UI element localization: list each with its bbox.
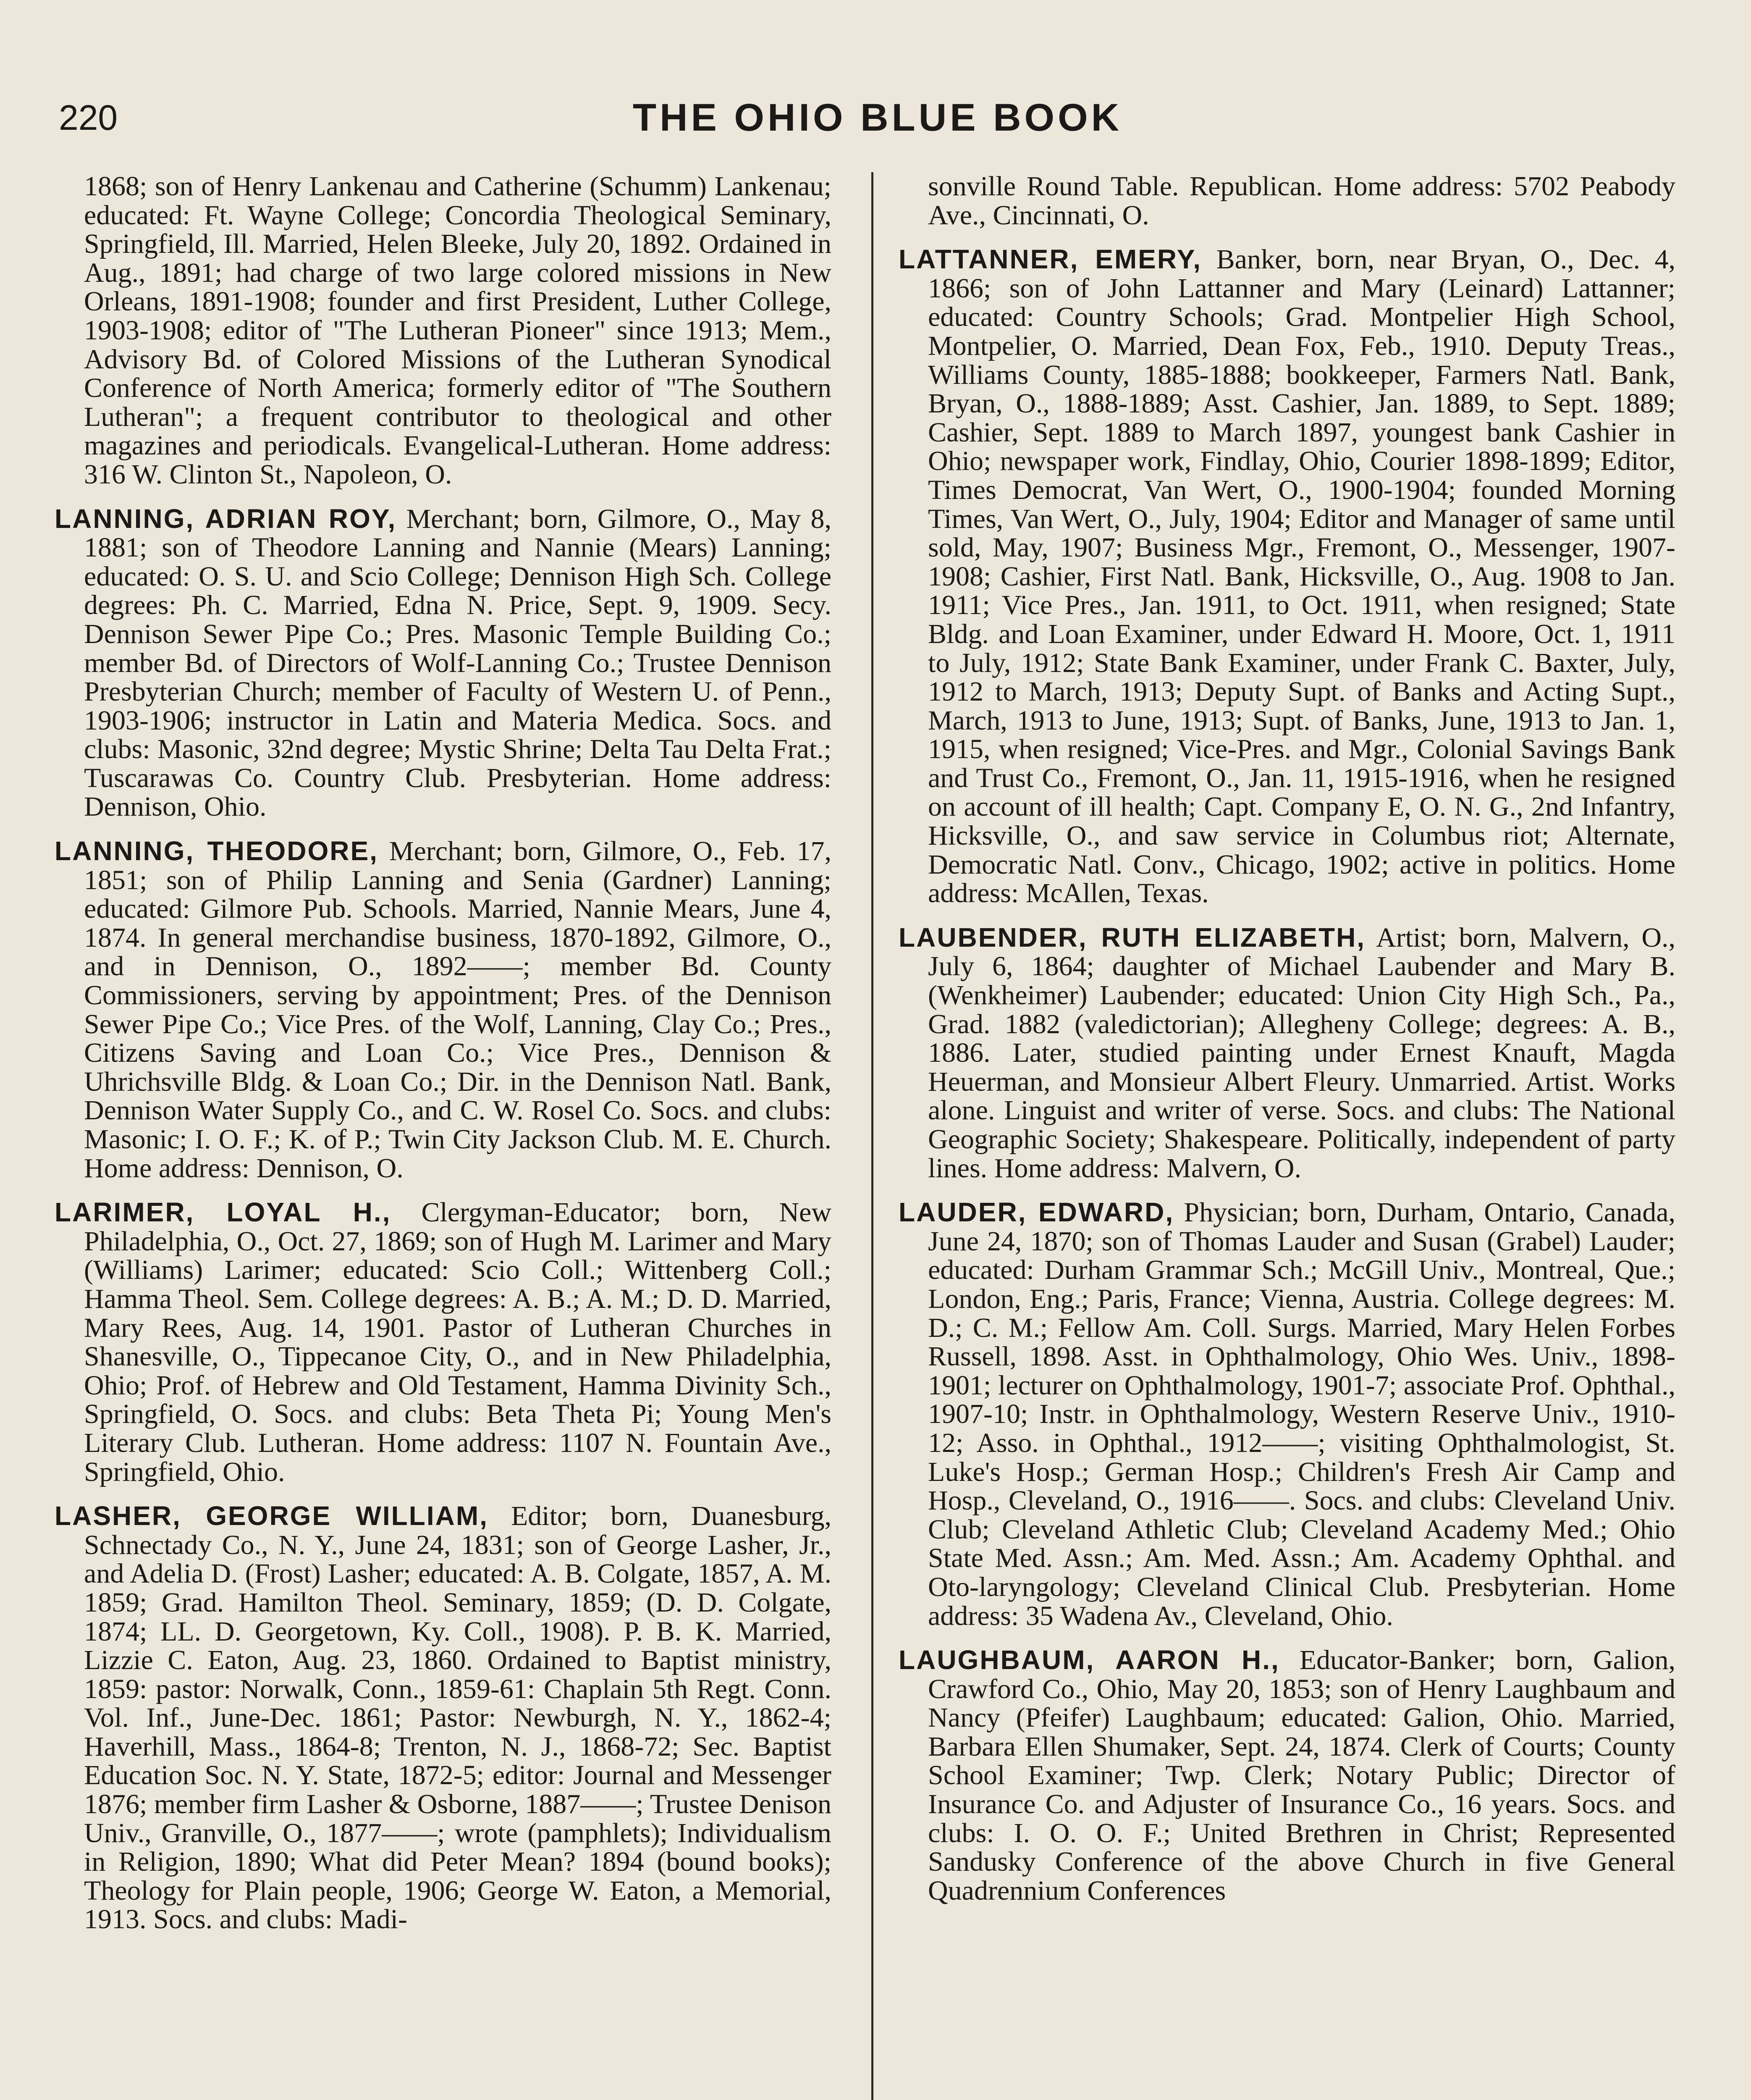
biography-entry <box>899 1646 1675 1905</box>
entry-text: Merchant; born, Gilmore, O., Feb. 17, 1851; son of Philip Lanning and Senia (Gardner) Lanning; educated: Gilmore Pub. Schools. Married, Nannie Mears, June 4, 1874. In general merchandise business, 1870-1892, Gilmore, O., and in Dennison, O., 1892——; member Bd. County Commissioners, serving by appointment; Pres. of the Dennison Sewer Pipe Co.; Vice Pres. of the Wolf, Lanning, Clay Co.; Pres., Citizens Saving and Loan Co.; Vice Pres., Dennison & Uhrichsville Bldg. & Loan Co.; Dir. in the Dennison Natl. Bank, Dennison Water Supply Co., and C. W. Rosel Co. Socs. and clubs: Masonic; I. O. F.; K. of P.; Twin City Jackson Club. M. E. Church. Home address: Dennison, O. <box>84 836 831 1184</box>
entry-text: Editor; born, Duanesburg, Schnectady Co., N. Y., June 24, 1831; son of George Lasher, Jr., and Adelia D. (Frost) Lasher; educated: A. B. Colgate, 1857, A. M. 1859; Grad. Hamilton Theol. Seminary, 1859; (D. D. Colgate, 1874; LL. D. Georgetown, Ky. Coll., 1908). P. B. K. Married, Lizzie C. Eaton, Aug. 23, 1860. Ordained to Baptist ministry, 1859: pastor: Norwalk, Conn., 1859-61: Chaplain 5th Regt. Conn. Vol. Inf., June-Dec. 1861; Pastor: Newburgh, N. Y., 1862-4; Haverhill, Mass., 1864-8; Trenton, N. J., 1868-72; Sec. Baptist Education Soc. N. Y. State, 1872-5; editor: Journal and Messenger 1876; member firm Lasher & Osborne, 1887——; Trustee Denison Univ., Granville, O., 1877——; wrote (pamphlets); Individualism in Religion, 1890; What did Peter Mean? 1894 (bound books); Theology for Plain people, 1906; George W. Eaton, a Memorial, 1913. Socs. and clubs: Madi- <box>84 1501 831 1935</box>
entry-text: 1868; son of Henry Lankenau and Catherine (Schumm) Lankenau; educated: Ft. Wayne College; Concordia Theological Seminary, Springfield, Ill. Married, Helen Bleeke, July 20, 1892. Ordained in Aug., 1891; had charge of two large colored missions in New Orleans, 1891-1908; founder and first President, Luther College, 1903-1908; editor of "The Lutheran Pioneer" since 1913; Mem., Advisory Bd. of Colored Missions of the Lutheran Synodical Conference of North America; formerly editor of "The Southern Lutheran"; a frequent contributor to theological and other magazines and periodicals. Evangelical-Lutheran. Home address: 316 W. Clinton St., Napoleon, O. <box>84 172 831 490</box>
entry-name: LARIMER, LOYAL H., <box>55 1197 391 1228</box>
page-header <box>59 94 1696 149</box>
page-number: 220 <box>59 98 118 137</box>
running-title: THE OHIO BLUE BOOK <box>632 96 1123 139</box>
biography-entry <box>899 245 1675 908</box>
biography-entry <box>55 1502 831 1934</box>
entry-name: LAUBENDER, RUTH ELIZABETH, <box>899 922 1366 953</box>
entry-text: Clergyman-Educator; born, New Philadelphia, O., Oct. 27, 1869; son of Hugh M. Larimer and Mary (Williams) Larimer; educated: Scio Coll.; Wittenberg Coll.; Hamma Theol. Sem. College degrees: A. B.; A. M.; D. D. Married, Mary Rees, Aug. 14, 1901. Pastor of Lutheran Churches in Shanesville, O., Tippecanoe City, O., and in New Philadelphia, Ohio; Prof. of Hebrew and Old Testament, Hamma Divinity Sch., Springfield, O. Socs. and clubs: Beta Theta Pi; Young Men's Literary Club. Lutheran. Home address: 1107 N. Fountain Ave., Springfield, Ohio. <box>84 1197 831 1487</box>
biography-entry <box>55 504 831 822</box>
entry-text: Physician; born, Durham, Ontario, Canada, June 24, 1870; son of Thomas Lauder and Susan (Grabel) Lauder; educated: Durham Grammar Sch.; McGill Univ., Montreal, Que.; London, Eng.; Paris, France; Vienna, Austria. College degrees: M. D.; C. M.; Fellow Am. Coll. Surgs. Married, Mary Helen Forbes Russell, 1898. Asst. in Ophthalmology, Ohio Wes. Univ., 1898-1901; lecturer on Ophthalmology, 1901-7; associate Prof. Ophthal., 1907-10; Instr. in Ophthalmology, Western Reserve Univ., 1910-12; Asso. in Ophthal., 1912——; visiting Ophthalmologist, St. Luke's Hosp.; German Hosp.; Children's Fresh Air Camp and Hosp., Cleveland, O., 1916——. Socs. and clubs: Cleveland Univ. Club; Cleveland Athletic Club; Cleveland Academy Med.; Ohio State Med. Assn.; Am. Med. Assn.; Am. Academy Ophthal. and Oto-laryngology; Cleveland Clinical Club. Presbyterian. Home address: 35 Wadena Av., Cleveland, Ohio. <box>928 1197 1675 1631</box>
entry-text: Merchant; born, Gilmore, O., May 8, 1881; son of Theodore Lanning and Nannie (Mears) Lanning; educated: O. S. U. and Scio College; Dennison High Sch. College degrees: Ph. C. Married, Edna N. Price, Sept. 9, 1909. Secy. Dennison Sewer Pipe Co.; Pres. Masonic Temple Building Co.; member Bd. of Directors of Wolf-Lanning Co.; Trustee Dennison Presbyterian Church; member of Faculty of Western U. of Penn., 1903-1906; instructor in Latin and Materia Medica. Socs. and clubs: Masonic, 32nd degree; Mystic Shrine; Delta Tau Delta Frat.; Tuscarawas Co. Country Club. Presbyterian. Home address: Dennison, Ohio. <box>84 503 831 822</box>
entry-name: LAUGHBAUM, AARON H., <box>899 1645 1280 1675</box>
entry-name: LASHER, GEORGE WILLIAM, <box>55 1501 488 1531</box>
biography-entry <box>899 172 1675 230</box>
column-divider <box>871 172 873 2100</box>
entry-text: Educator-Banker; born, Galion, Crawford Co., Ohio, May 20, 1853; son of Henry Laughbaum and Nancy (Pfeifer) Laughbaum; educated: Galion, Ohio. Married, Barbara Ellen Shumaker, Sept. 24, 1874. Clerk of Courts; County School Examiner; Twp. Clerk; Notary Public; Director of Insurance Co. and Adjuster of Insurance Co., 16 years. Socs. and clubs: I. O. O. F.; United Brethren in Christ; Represented Sandusky Conference of the above Church in five General Quadrennium Conferences <box>928 1645 1675 1906</box>
left-column <box>55 172 831 2100</box>
biography-entry <box>55 172 831 489</box>
entry-name: LANNING, THEODORE, <box>55 836 378 866</box>
entry-name: LANNING, ADRIAN ROY, <box>55 503 397 534</box>
entry-text: sonville Round Table. Republican. Home address: 5702 Peabody Ave., Cincinnati, O. <box>928 172 1675 231</box>
biography-entry <box>899 1198 1675 1630</box>
entry-name: LAUDER, EDWARD, <box>899 1197 1174 1228</box>
biography-entry <box>899 923 1675 1183</box>
entry-name: LATTANNER, EMERY, <box>899 244 1202 275</box>
entry-text: Banker, born, near Bryan, O., Dec. 4, 1866; son of John Lattanner and Mary (Leinard) Lattanner; educated: Country Schools; Grad. Montpelier High School, Montpelier, O. Married, Dean Fox, Feb., 1910. Deputy Treas., Williams County, 1885-1888; bookkeeper, Farmers Natl. Bank, Bryan, O., 1888-1889; Asst. Cashier, Jan. 1889, to Sept. 1889; Cashier, Sept. 1889 to March 1897, youngest bank Cashier in Ohio; newspaper work, Findlay, Ohio, Courier 1898-1899; Editor, Times Democrat, Van Wert, O., 1900-1904; founded Morning Times, Van Wert, O., July, 1904; Editor and Manager of same until sold, May, 1907; Business Mgr., Fremont, O., Messenger, 1907-1908; Cashier, First Natl. Bank, Hicksville, O., Aug. 1908 to Jan. 1911; Vice Pres., Jan. 1911, to Oct. 1911, when resigned; State Bldg. and Loan Examiner, under Edward H. Moore, Oct. 1, 1911 to July, 1912; State Bank Examiner, under Frank C. Baxter, July, 1912 to March, 1913; Deputy Supt. of Banks and Acting Supt., March, 1913 to June, 1913; Supt. of Banks, June, 1913 to Jan. 1, 1915, when resigned; Vice-Pres. and Mgr., Colonial Savings Bank and Trust Co., Fremont, O., Jan. 11, 1915-1916, when he resigned on account of ill health; Capt. Company E, O. N. G., 2nd Infantry, Hicksville, O., and saw service in Columbus riot; Alternate, Democratic Natl. Conv., Chicago, 1902; active in politics. Home address: McAllen, Texas. <box>928 244 1675 909</box>
right-column <box>899 172 1675 2100</box>
entry-text: Artist; born, Malvern, O., July 6, 1864; daughter of Michael Laubender and Mary B. (Wenkheimer) Laubender; educated: Union City High Sch., Pa., Grad. 1882 (valedictorian); Allegheny College; degrees: A. B., 1886. Later, studied painting under Ernest Knauft, Magda Heuerman, and Monsieur Albert Fleury. Unmarried. Artist. Works alone. Linguist and writer of verse. Socs. and clubs: The National Geographic Society; Shakespeare. Politically, independent of party lines. Home address: Malvern, O. <box>928 922 1675 1184</box>
biography-entry <box>55 1198 831 1486</box>
biography-entry <box>55 837 831 1183</box>
